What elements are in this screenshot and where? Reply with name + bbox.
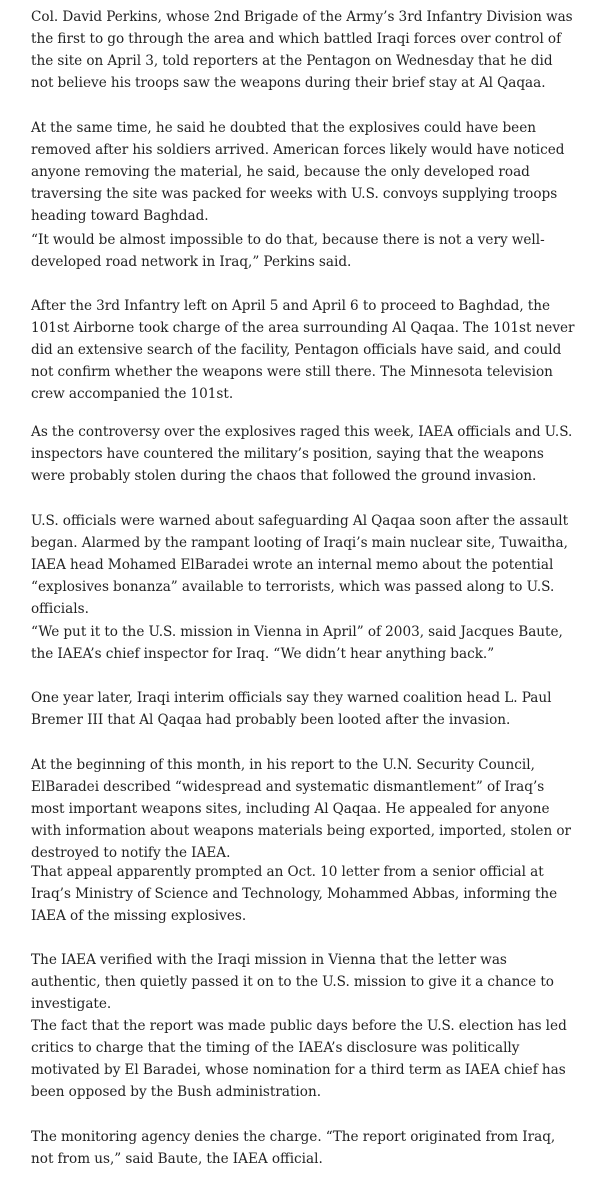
paragraph-agency-denial: The monitoring agency denies the charge. “The report originated from Iraq, not from us,” said Baute, the IAEA official. [31, 1129, 556, 1167]
paragraph-baute-quote: “We put it to the U.S. mission in Vienna in April” of 2003, said Jacques Baute, the IAEA’s chief inspector for Iraq. “We didn’t hear anything back.” [31, 624, 563, 662]
paragraph-explosives-removal: At the same time, he said he doubted that the explosives could have been removed after his soldiers arrived. American forces likely would have noticed anyone removing the material, he said, because the only developed road traversing the site was packed for weeks with U.S. convoys supplying troops heading toward Baghdad. [31, 120, 565, 224]
paragraph-elbaradei-memo: U.S. officials were warned about safeguarding Al Qaqaa soon after the assault began. Alarmed by the rampant looting of Iraqi’s main nuclear site, Tuwaitha, IAEA head Mohamed ElBaradei wrote an internal memo about the potential “explosives bonanza” available to terrorists, which was passed along to U.S. officials. [31, 513, 569, 617]
paragraph-perkins-statement: Col. David Perkins, whose 2nd Brigade of the Army’s 3rd Infantry Division was the first to go through the area and which battled Iraqi forces over control of the site on April 3, told reporters at the Pentagon on Wednesday that he did not believe his troops saw the weapons during their brief stay at Al Qaqaa. [31, 9, 573, 91]
paragraph-101st-airborne: After the 3rd Infantry left on April 5 and April 6 to proceed to Baghdad, the 101st Airborne took charge of the area surrounding Al Qaqaa. The 101st never did an extensive search of the facility, Pentagon officials have said, and could not confirm whether the weapons were still there. The Minnesota television crew accompanied the 101st. [31, 298, 575, 402]
paragraph-election-timing: The fact that the report was made public days before the U.S. election has led critics to charge that the timing of the IAEA’s disclosure was politically motivated by El Baradei, whose nomination for a third term as IAEA chief has been opposed by the Bush administration. [31, 1018, 567, 1100]
paragraph-security-council-report: At the beginning of this month, in his report to the U.N. Security Council, ElBaradei described “widespread and systematic dismantlement” of Iraq’s most important weapons sites, including Al Qaqaa. He appealed for anyone with information about weapons materials being exported, imported, stolen or destroyed to notify the IAEA. [31, 757, 572, 861]
paragraph-bremer-warning: One year later, Iraqi interim officials say they warned coalition head L. Paul Bremer III that Al Qaqaa had probably been looted after the invasion. [31, 690, 552, 728]
paragraph-iaea-verification: The IAEA verified with the Iraqi mission in Vienna that the letter was authentic, then quietly passed it on to the U.S. mission to give it a chance to investigate. [31, 952, 554, 1012]
paragraph-iaea-counter: As the controversy over the explosives raged this week, IAEA officials and U.S. inspectors have countered the military’s position, saying that the weapons were probably stolen during the chaos that followed the ground invasion. [31, 424, 573, 484]
paragraph-perkins-quote: “It would be almost impossible to do that, because there is not a very well-developed road network in Iraq,” Perkins said. [31, 232, 545, 270]
paragraph-oct-10-letter: That appeal apparently prompted an Oct. 10 letter from a senior official at Iraq’s Ministry of Science and Technology, Mohammed Abbas, informing the IAEA of the missing explosives. [31, 864, 558, 924]
